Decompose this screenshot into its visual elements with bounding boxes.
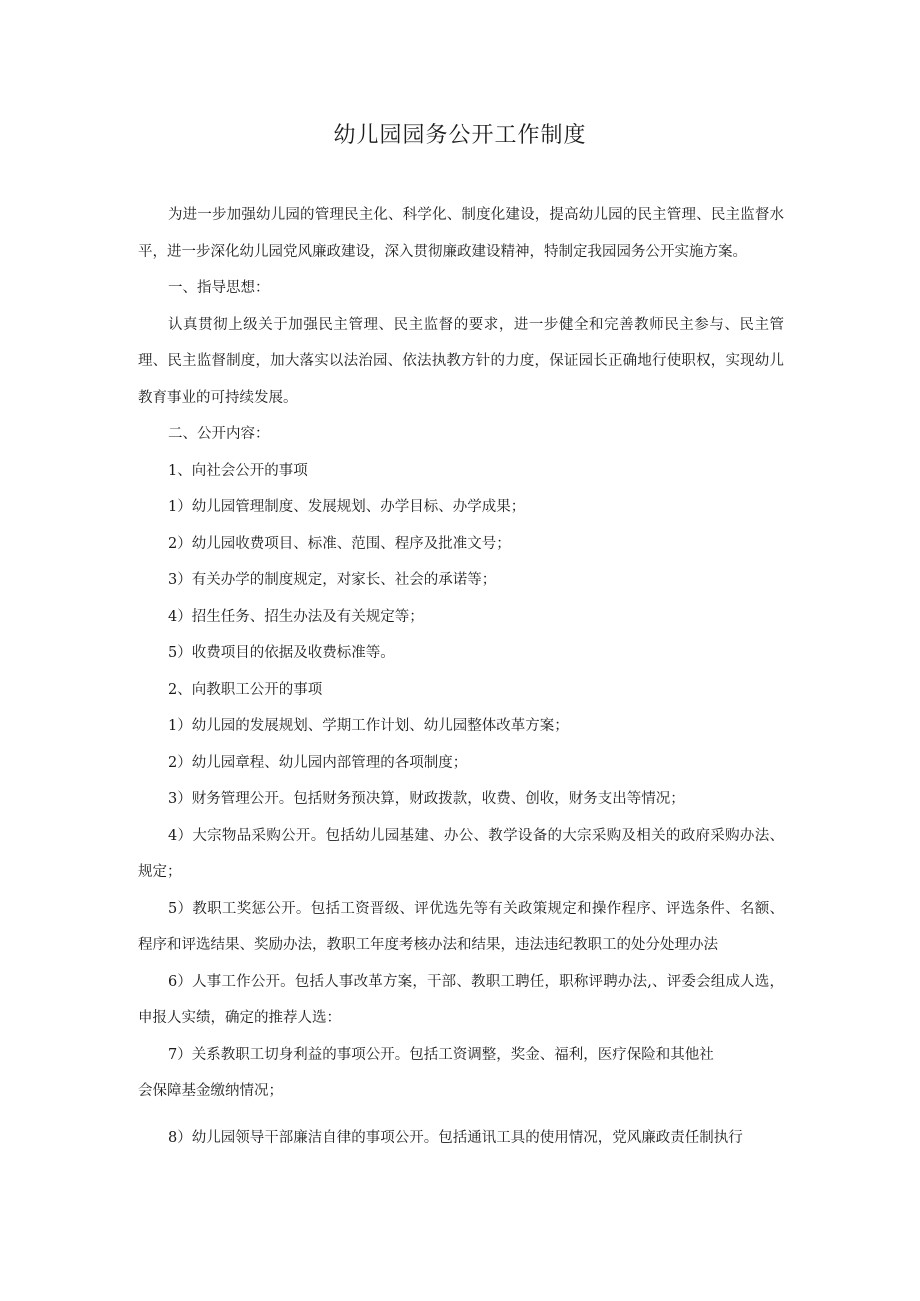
document-body xyxy=(138,197,784,1156)
list-item: 5）收费项目的依据及收费标准等。 xyxy=(168,645,395,661)
list-item: 1）幼儿园的发展规划、学期工作计划、幼儿园整体改革方案； xyxy=(168,718,569,734)
heading-guiding-ideology: 一、指导思想： xyxy=(168,280,270,296)
list-item: 6）人事工作公开。包括人事改革方案，干部、教职工聘任，职称评聘办法,、评委会组成人选，申报人实绩，确定的推荐人选： xyxy=(138,973,784,1026)
list-item: 4）大宗物品采购公开。包括幼儿园基建、办公、教学设备的大宗采购及相关的政府采购办法、规定； xyxy=(138,827,784,880)
paragraph-intro: 为进一步加强幼儿园的管理民主化、科学化、制度化建设，提高幼儿园的民主管理、民主监督水平，进一步深化幼儿园党风廉政建设，深入贯彻廉政建设精神，特制定我园园务公开实施方案。 xyxy=(138,207,784,260)
document-title: 幼儿园园务公开工作制度 xyxy=(333,123,587,148)
list-item: 3）有关办学的制度规定，对家长、社会的承诺等； xyxy=(168,572,497,588)
subheading-public-to-society: 1、向社会公开的事项 xyxy=(168,462,308,479)
list-item: 8）幼儿园领导干部廉洁自律的事项公开。包括通讯工具的使用情况，党风廉政责任制执行 xyxy=(168,1129,743,1146)
list-item: 2）幼儿园收费项目、标准、范围、程序及批准文号； xyxy=(168,535,511,552)
subheading-public-to-staff: 2、向教职工公开的事项 xyxy=(168,681,323,698)
list-item-continuation: 会保障基金缴纳情况； xyxy=(138,1083,283,1099)
list-item: 2）幼儿园章程、幼儿园内部管理的各项制度； xyxy=(168,754,468,771)
list-item: 1）幼儿园管理制度、发展规划、办学目标、办学成果； xyxy=(168,499,526,515)
list-item: 7）关系教职工切身利益的事项公开。包括工资调整，奖金、福利，医疗保险和其他社 xyxy=(168,1046,714,1063)
list-item: 5）教职工奖惩公开。包括工资晋级、评优选先等有关政策规定和操作程序、评选条件、名额、程序和评选结果、奖励办法，教职工年度考核办法和结果，违法违纪教职工的处分处理办法 xyxy=(138,900,784,953)
paragraph-gap xyxy=(138,1110,784,1120)
list-item: 3）财务管理公开。包括财务预决算，财政拨款，收费、创收，财务支出等情况； xyxy=(168,791,685,807)
paragraph-guiding-ideology: 认真贯彻上级关于加强民主管理、民主监督的要求，进一步健全和完善教师民主参与、民主管理、民主监督制度，加大落实以法治园、依法执教方针的力度，保证园长正确地行使职权，实现幼儿教育事业的可持续发展。 xyxy=(138,316,784,406)
list-item: 4）招生任务、招生办法及有关规定等； xyxy=(168,608,424,625)
heading-public-content: 二、公开内容： xyxy=(168,426,270,442)
